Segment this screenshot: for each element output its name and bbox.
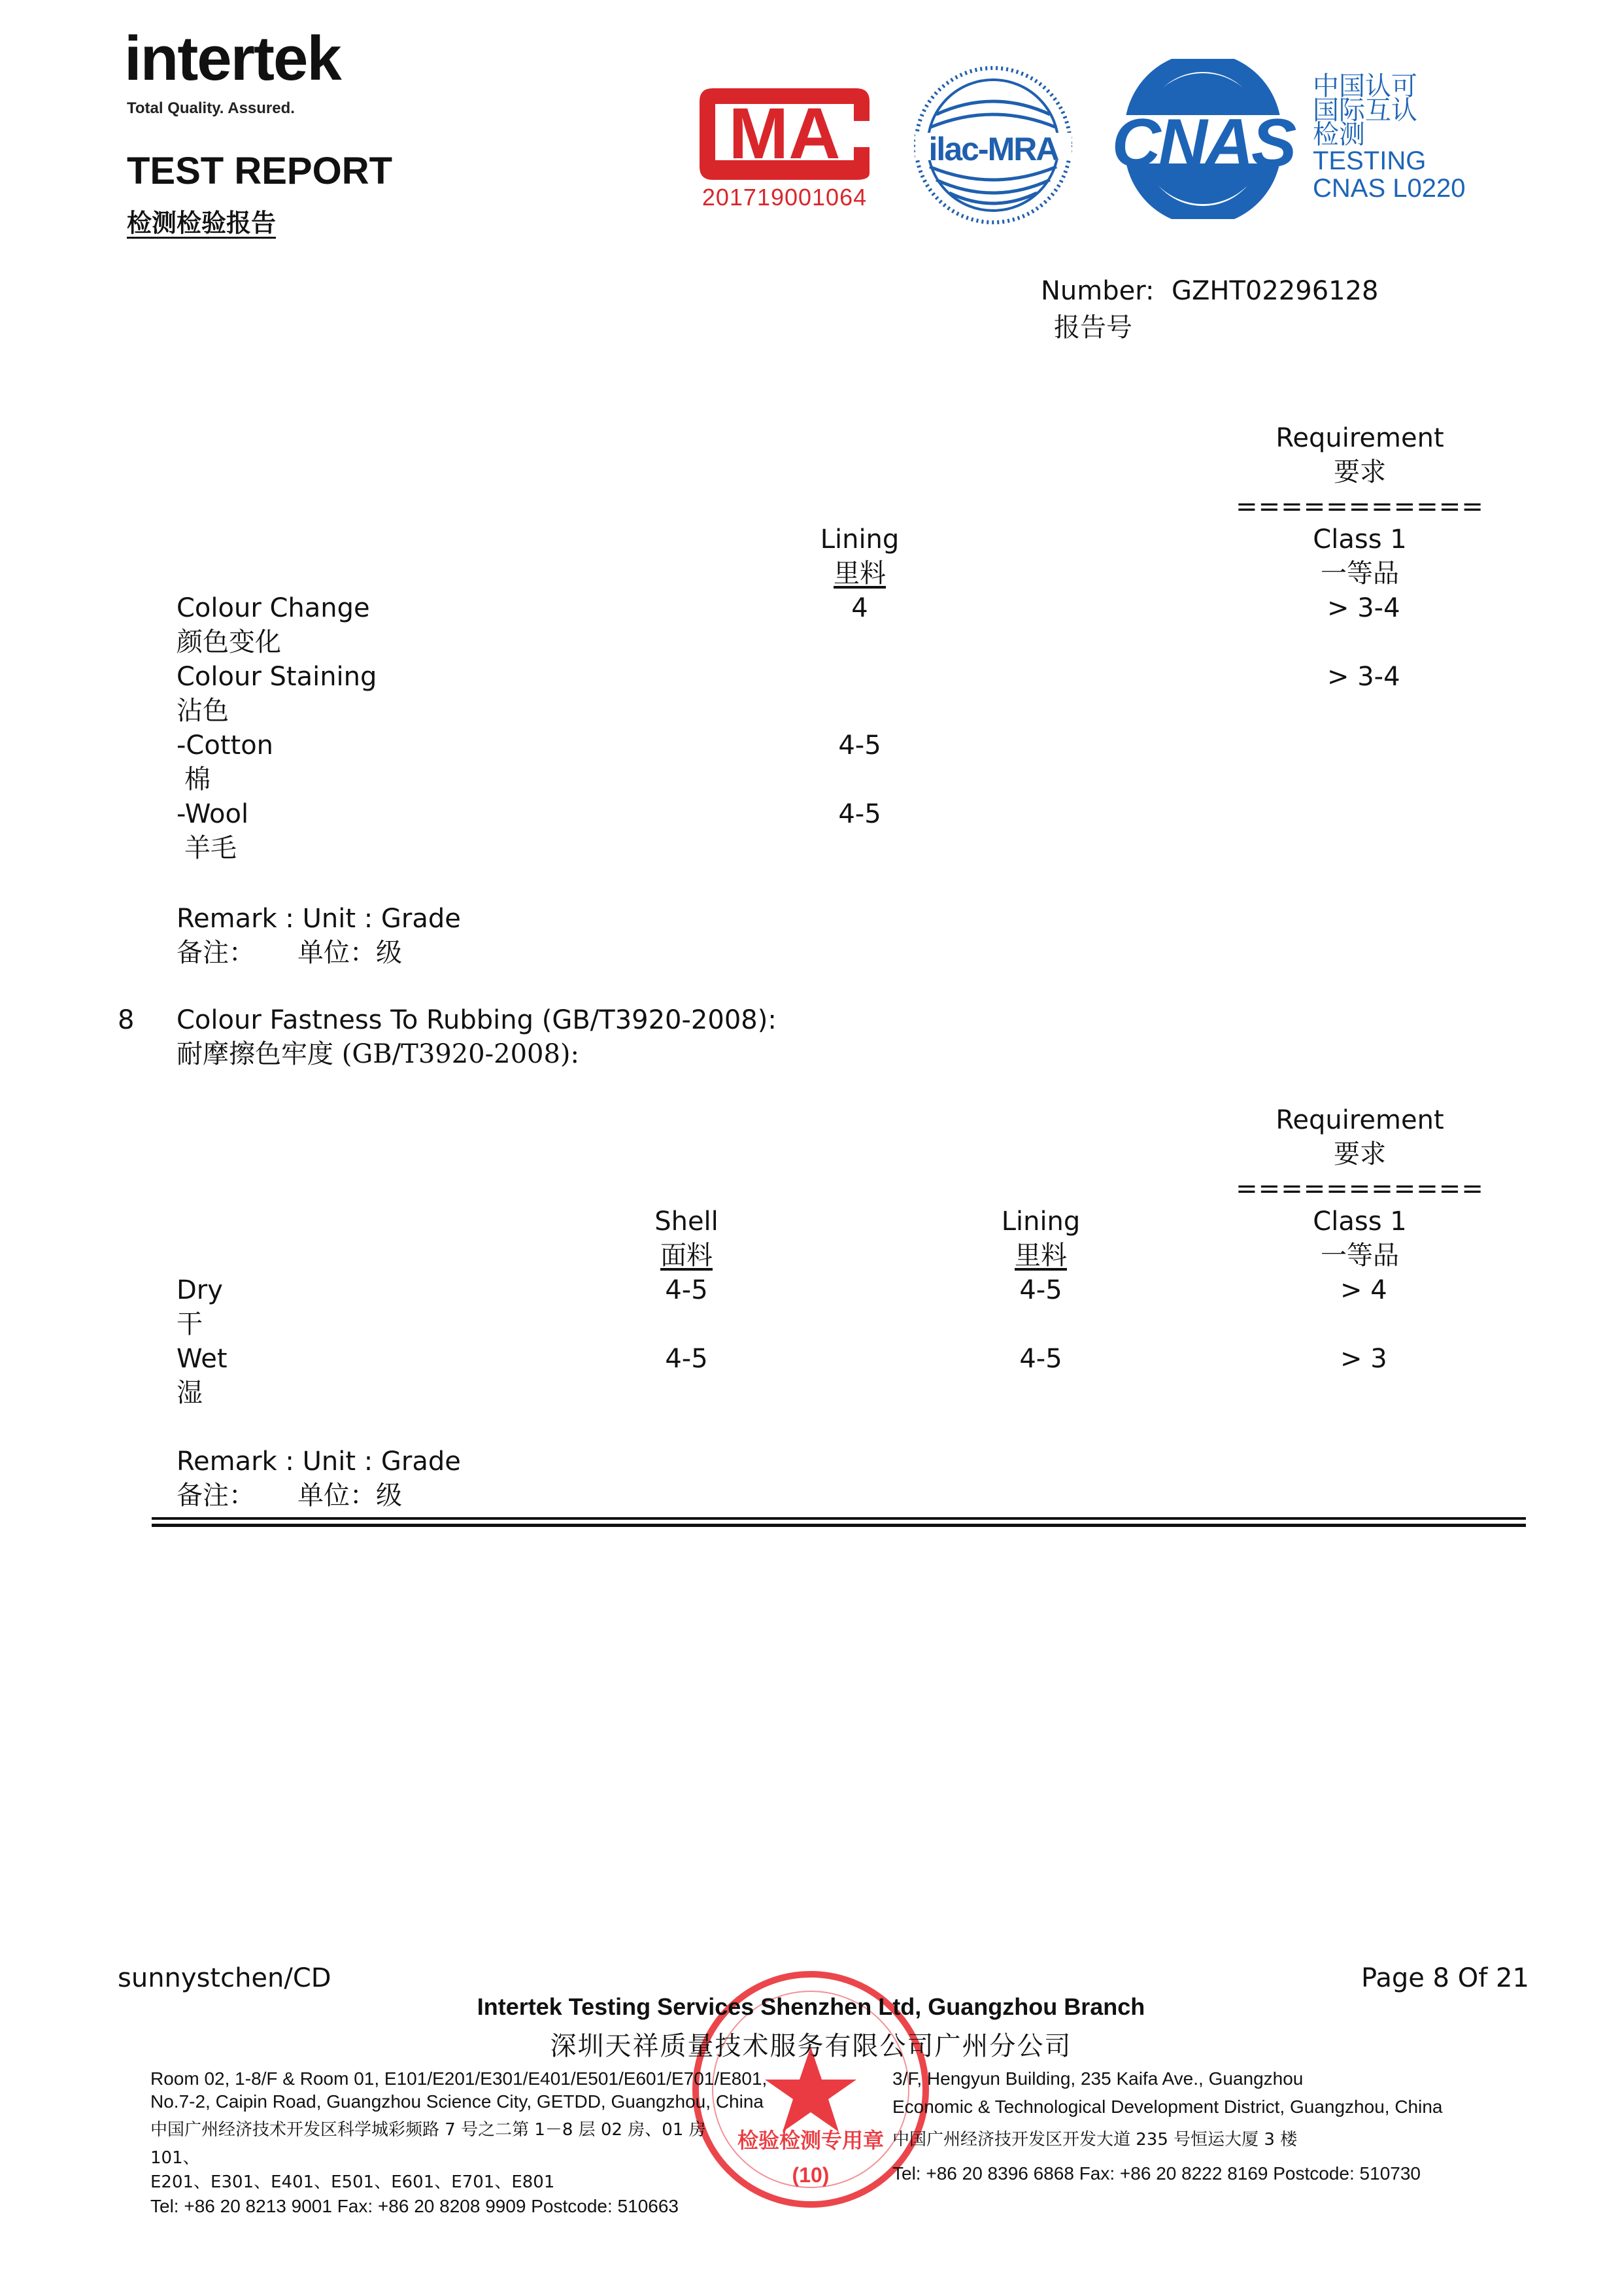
t1-requirement-label-zh: 要求 [1334, 457, 1386, 487]
footer-left-address-3: 中国广州经济技术开发区科学城彩频路 7 号之二第 1－8 层 02 房、01 房 [150, 2120, 706, 2140]
t2-shell-header: Shell [654, 1207, 718, 1237]
report-title-zh: 检测检验报告 [127, 209, 277, 237]
t1-row-cotton-lining: 4-5 [838, 730, 881, 761]
t2-row-dry-label: Dry [177, 1275, 223, 1305]
section-8-number: 8 [118, 1005, 135, 1035]
t1-row-colour-change-label: Colour Change [177, 593, 370, 623]
cnas-word: CNAS [1111, 105, 1294, 181]
t1-row-cotton-label-zh: 棉 [184, 764, 211, 795]
footer-page-number: Page 8 Of 21 [1361, 1963, 1529, 1993]
cnas-line-4: TESTING [1313, 146, 1427, 175]
t1-requirement-label: Requirement [1276, 423, 1444, 453]
section-end-rule-top [152, 1517, 1526, 1520]
report-number-value: GZHT02296128 [1172, 276, 1379, 306]
t2-remark-zh-1: 备注： [177, 1481, 255, 1511]
report-title: TEST REPORT [127, 150, 393, 192]
t2-row-dry-requirement: > 4 [1340, 1275, 1387, 1305]
footer-right-address-2: Economic & Technological Development District, Guangzhou, China [892, 2097, 1443, 2117]
t2-shell-header-zh: 面料 [660, 1241, 713, 1271]
footer-left-address-1: Room 02, 1-8/F & Room 01, E101/E201/E301/E401/E501/E601/E701/E801, [150, 2068, 768, 2089]
t1-row-colour-change-lining: 4 [851, 593, 868, 623]
t1-row-wool-label: -Wool [177, 799, 249, 829]
t1-remark: Remark : Unit : Grade [177, 904, 461, 934]
footer-left-address-5: E201、E301、E401、E501、E601、E701、E801 [150, 2172, 555, 2192]
section-end-rule-bottom [152, 1524, 1526, 1527]
t2-requirement-label: Requirement [1276, 1105, 1444, 1135]
logo-tagline: Total Quality. Assured. [127, 99, 295, 117]
t1-row-wool-label-zh: 羊毛 [184, 833, 237, 863]
cnas-mark [1105, 59, 1301, 219]
cnas-line-2: 国际互认 [1313, 96, 1417, 125]
svg-text:MA: MA [728, 94, 841, 174]
footer-right-address-3: 中国广州经济技开发区开发大道 235 号恒运大厦 3 楼 [892, 2130, 1298, 2150]
report-number-label: Number: [1041, 276, 1155, 306]
footer-author: sunnystchen/CD [118, 1963, 331, 1993]
footer-company-name-zh: 深圳天祥质量技术服务有限公司广州分公司 [550, 2031, 1072, 2061]
footer-left-address-2: No.7-2, Caipin Road, Guangzhou Science City, GETDD, Guangzhou, China [150, 2091, 764, 2112]
t1-row-colour-change-requirement: > 3-4 [1327, 593, 1400, 623]
ilac-mra-text: ilac-MRA [928, 131, 1058, 167]
cma-number: 201719001064 [701, 184, 868, 211]
t1-lining-header-zh: 里料 [834, 558, 886, 589]
t1-row-colour-change-label-zh: 颜色变化 [177, 627, 281, 657]
cnas-line-5: CNAS L0220 [1313, 174, 1466, 203]
intertek-logo: intertek [124, 24, 341, 94]
t2-row-wet-shell: 4-5 [665, 1344, 708, 1374]
footer-right-contact: Tel: +86 20 8396 6868 Fax: +86 20 8222 8169 Postcode: 510730 [892, 2163, 1421, 2184]
t2-remark-zh-2: 单位：级 [297, 1481, 402, 1511]
seal-number: (10) [792, 2163, 830, 2187]
t2-class-label-zh: 一等品 [1321, 1241, 1399, 1271]
t1-remark-zh-1: 备注： [177, 938, 255, 968]
t1-class-label: Class 1 [1313, 524, 1407, 555]
t2-requirement-label-zh: 要求 [1334, 1139, 1386, 1169]
t1-row-colour-staining-label: Colour Staining [177, 662, 377, 692]
t1-remark-zh-2: 单位：级 [297, 938, 402, 968]
t1-row-colour-staining-requirement: > 3-4 [1327, 662, 1400, 692]
t1-lining-header: Lining [820, 524, 900, 555]
cnas-line-3: 检测 [1313, 120, 1365, 149]
footer-right-address-1: 3/F, Hengyun Building, 235 Kaifa Ave., Guangzhou [892, 2068, 1304, 2089]
t2-class-label: Class 1 [1313, 1207, 1407, 1237]
t2-lining-header: Lining [1001, 1207, 1081, 1237]
t2-row-dry-label-zh: 干 [177, 1309, 203, 1339]
report-number-label-zh: 报告号 [1054, 313, 1132, 343]
t1-class-label-zh: 一等品 [1321, 558, 1399, 589]
t2-remark: Remark : Unit : Grade [177, 1447, 461, 1477]
t1-row-wool-lining: 4-5 [838, 799, 881, 829]
section-8-title: Colour Fastness To Rubbing (GB/T3920-2008): [177, 1005, 777, 1035]
t2-row-wet-label-zh: 湿 [177, 1378, 203, 1408]
t2-row-dry-lining: 4-5 [1019, 1275, 1062, 1305]
cma-mark [686, 75, 883, 219]
t1-requirement-rule: =========== [1236, 492, 1484, 522]
cnas-line-1: 中国认可 [1313, 72, 1417, 101]
t1-row-colour-staining-label-zh: 沾色 [177, 696, 229, 726]
t2-row-dry-shell: 4-5 [665, 1275, 708, 1305]
t1-row-cotton-label: -Cotton [177, 730, 274, 761]
footer-left-contact: Tel: +86 20 8213 9001 Fax: +86 20 8208 9909 Postcode: 510663 [150, 2196, 679, 2216]
ilac-mra-mark [910, 62, 1077, 229]
t2-requirement-rule: =========== [1236, 1174, 1484, 1204]
section-8-title-zh: 耐摩擦色牢度 (GB/T3920-2008): [177, 1039, 580, 1069]
t2-row-wet-lining: 4-5 [1019, 1344, 1062, 1374]
t2-row-wet-label: Wet [177, 1344, 228, 1374]
t2-lining-header-zh: 里料 [1015, 1241, 1067, 1271]
footer-left-address-4: 101、 [150, 2148, 200, 2168]
footer-company-name: Intertek Testing Services Shenzhen Ltd, Guangzhou Branch [477, 1993, 1145, 2020]
t2-row-wet-requirement: > 3 [1340, 1344, 1387, 1374]
seal-center-text: 检验检测专用章 [737, 2128, 884, 2153]
